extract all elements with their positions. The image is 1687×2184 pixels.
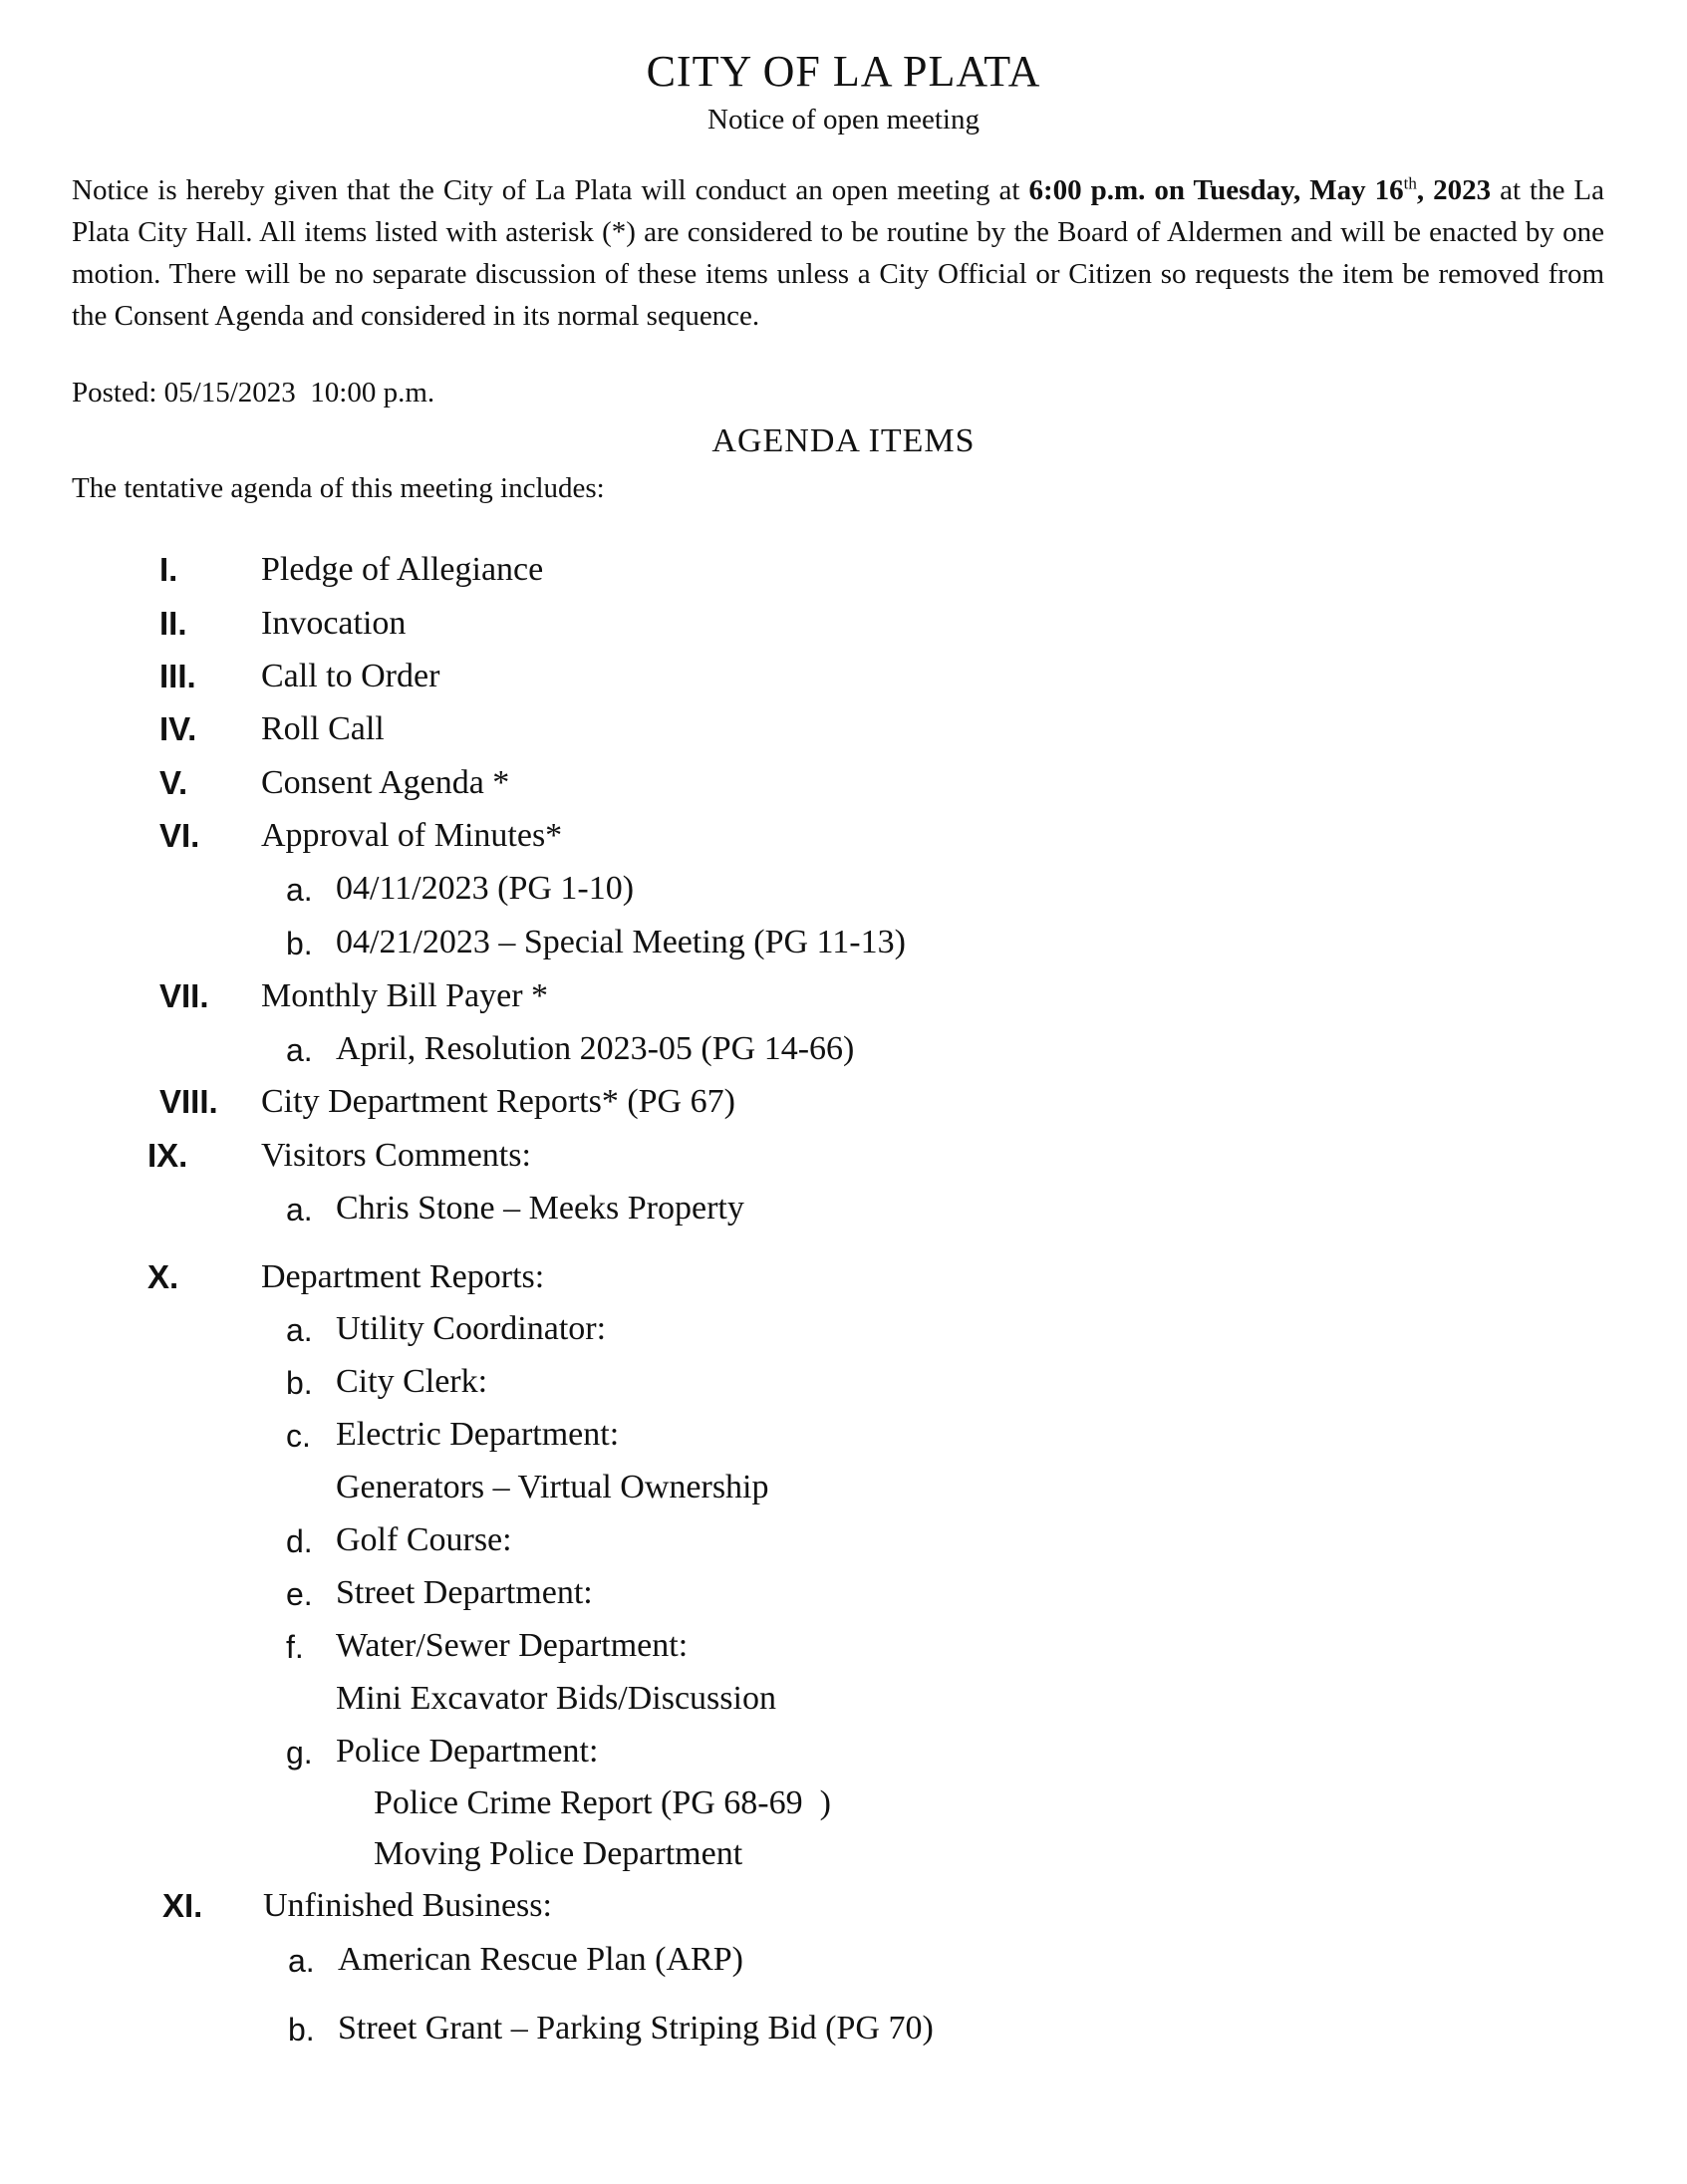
agenda-item-number: II. — [159, 605, 187, 642]
agenda-subitem-text: 04/11/2023 (PG 1-10) — [336, 870, 635, 907]
agenda-subitem-letter: a. — [288, 1943, 315, 1979]
agenda-item-number: V. — [159, 764, 188, 801]
agenda-subitem-letter: e. — [286, 1576, 313, 1612]
agenda-subitem-detail: Generators – Virtual Ownership — [336, 1469, 769, 1505]
agenda-item-number: XI. — [162, 1887, 203, 1924]
agenda-item-number: VII. — [159, 977, 209, 1014]
notice-text-1: Notice is hereby given that the City of La Plata will conduct an open meeting at — [72, 174, 1029, 206]
notice-ordinal-suffix: th — [1403, 173, 1417, 193]
agenda-item-number: IV. — [159, 710, 197, 747]
notice-text-2: at the La Plata City Hall. All items listed with asterisk (*) are considered to be routine by the Board of Aldermen and will be enacted by one motion. There will be no separate discussion of these items unless a City Official or Citizen so requests the item be removed from the Consent Agenda and considered in its normal sequence. — [72, 174, 1605, 332]
agenda-item-text: Monthly Bill Payer * — [261, 977, 549, 1014]
notice-paragraph — [72, 169, 1604, 337]
agenda-subitem-letter: a. — [286, 1032, 313, 1068]
agenda-item-text: Pledge of Allegiance — [261, 551, 544, 588]
agenda-item-number: III. — [159, 658, 196, 694]
agenda-item-number: X. — [147, 1258, 179, 1295]
agenda-subitem-letter: f. — [286, 1629, 304, 1665]
notice-comma: , — [1416, 174, 1425, 206]
agenda-subitem-letter: b. — [286, 1365, 313, 1401]
agenda-item-text: Call to Order — [261, 658, 440, 694]
posted-date: Posted: 05/15/2023 10:00 p.m. — [72, 377, 435, 409]
agenda-subitem-text: Electric Department: — [336, 1416, 620, 1453]
agenda-item-text: Roll Call — [261, 710, 385, 747]
page-subtitle: Notice of open meeting — [707, 104, 980, 136]
agenda-subitem-text: Street Grant – Parking Striping Bid (PG 70) — [338, 2010, 934, 2047]
agenda-subitem-text: Golf Course: — [336, 1521, 512, 1558]
page-title: CITY OF LA PLATA — [646, 47, 1041, 96]
agenda-item-number: VIII. — [159, 1083, 218, 1120]
agenda-intro: The tentative agenda of this meeting includes: — [72, 472, 605, 504]
agenda-item-number: I. — [159, 551, 178, 588]
agenda-item-number: IX. — [147, 1137, 188, 1174]
agenda-subitem-text: Street Department: — [336, 1574, 593, 1611]
agenda-item-text: Approval of Minutes* — [261, 817, 563, 854]
agenda-subitem-text: April, Resolution 2023-05 (PG 14-66) — [336, 1030, 855, 1067]
agenda-subitem-letter: a. — [286, 872, 313, 908]
notice-meeting-time: 6:00 p.m. on Tuesday, May 16 — [1028, 174, 1404, 206]
notice-meeting-year: 2023 — [1433, 174, 1492, 206]
agenda-heading: AGENDA ITEMS — [711, 422, 976, 459]
agenda-item-text: Invocation — [261, 605, 407, 642]
agenda-subitem-detail: Police Crime Report (PG 68-69 ) — [374, 1784, 831, 1821]
agenda-subitem-text: Police Department: — [336, 1733, 599, 1770]
agenda-item-text: Unfinished Business: — [263, 1887, 552, 1924]
agenda-item-text: City Department Reports* (PG 67) — [261, 1083, 735, 1120]
agenda-subitem-detail: Mini Excavator Bids/Discussion — [336, 1680, 776, 1717]
agenda-subitem-text: American Rescue Plan (ARP) — [338, 1941, 743, 1978]
agenda-subitem-letter: c. — [286, 1418, 311, 1454]
agenda-subitem-text: Utility Coordinator: — [336, 1310, 607, 1347]
agenda-subitem-text: Chris Stone – Meeks Property — [336, 1190, 744, 1227]
agenda-subitem-letter: b. — [286, 926, 313, 961]
agenda-subitem-letter: a. — [286, 1312, 313, 1348]
agenda-subitem-letter: b. — [288, 2012, 315, 2048]
agenda-subitem-text: City Clerk: — [336, 1363, 488, 1400]
agenda-item-text: Visitors Comments: — [261, 1137, 531, 1174]
agenda-subitem-detail: Moving Police Department — [374, 1835, 743, 1872]
agenda-subitem-text: 04/21/2023 – Special Meeting (PG 11-13) — [336, 924, 906, 960]
agenda-item-text: Department Reports: — [261, 1258, 545, 1295]
agenda-subitem-text: Water/Sewer Department: — [336, 1627, 689, 1664]
agenda-item-text: Consent Agenda * — [261, 764, 510, 801]
agenda-subitem-letter: g. — [286, 1735, 313, 1771]
agenda-subitem-letter: a. — [286, 1192, 313, 1228]
agenda-item-number: VI. — [159, 817, 200, 854]
agenda-subitem-letter: d. — [286, 1523, 313, 1559]
